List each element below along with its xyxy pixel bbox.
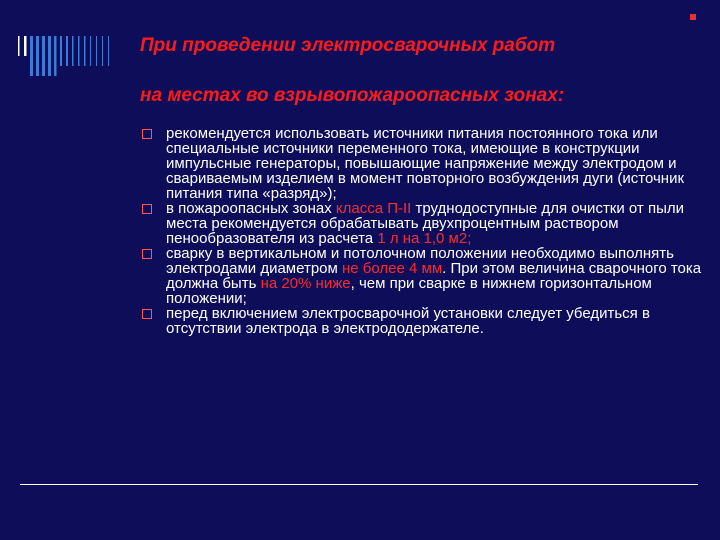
bullet-icon bbox=[142, 249, 152, 259]
bullet-icon bbox=[142, 204, 152, 214]
item-text: рекомендуется использовать источники питания постоянного тока или специальные источники переменного тока, имеющие в конструкции импульсные генераторы, повышающие напряжение между электродом и свариваемым изделием в момент повторного возбуждения дуги (источник питания типа «разряд»); bbox=[166, 125, 685, 202]
list-item bbox=[142, 306, 702, 336]
list-item bbox=[142, 126, 702, 201]
bullet-list bbox=[142, 126, 702, 336]
item-text: , чем при сварке в нижнем горизонтальном положении; bbox=[166, 275, 652, 307]
highlight-text: не более 4 мм bbox=[342, 260, 443, 277]
title-line-1: При проведении электросварочных работ bbox=[140, 35, 556, 56]
item-text: . При этом величина сварочного тока должна быть bbox=[166, 260, 702, 292]
list-item bbox=[142, 246, 702, 306]
bullet-icon bbox=[142, 309, 152, 319]
item-text: труднодоступные для очистки от пыли места рекомендуется обрабатывать двухпроцентным раствором пенообразователя из расчета bbox=[166, 200, 685, 247]
slide-title bbox=[140, 36, 700, 136]
highlight-text: класса П-II bbox=[335, 200, 412, 217]
list-item bbox=[142, 201, 702, 246]
highlight-text: 1 л на 1,0 м2; bbox=[377, 230, 472, 247]
item-text: в пожароопасных зонах bbox=[166, 200, 336, 217]
bullet-icon bbox=[142, 129, 152, 139]
title-line-2: на местах во взрывопожароопасных зонах: bbox=[140, 85, 565, 106]
highlight-text: на 20% ниже bbox=[260, 275, 351, 292]
item-text: перед включением электросварочной установки следует убедиться в отсутствии электрода в электрододержателе. bbox=[166, 305, 650, 337]
corner-square-icon bbox=[690, 14, 696, 20]
bottom-divider bbox=[20, 484, 698, 485]
item-text: сварку в вертикальном и потолочном положении необходимо выполнять электродами диаметром bbox=[166, 245, 674, 277]
